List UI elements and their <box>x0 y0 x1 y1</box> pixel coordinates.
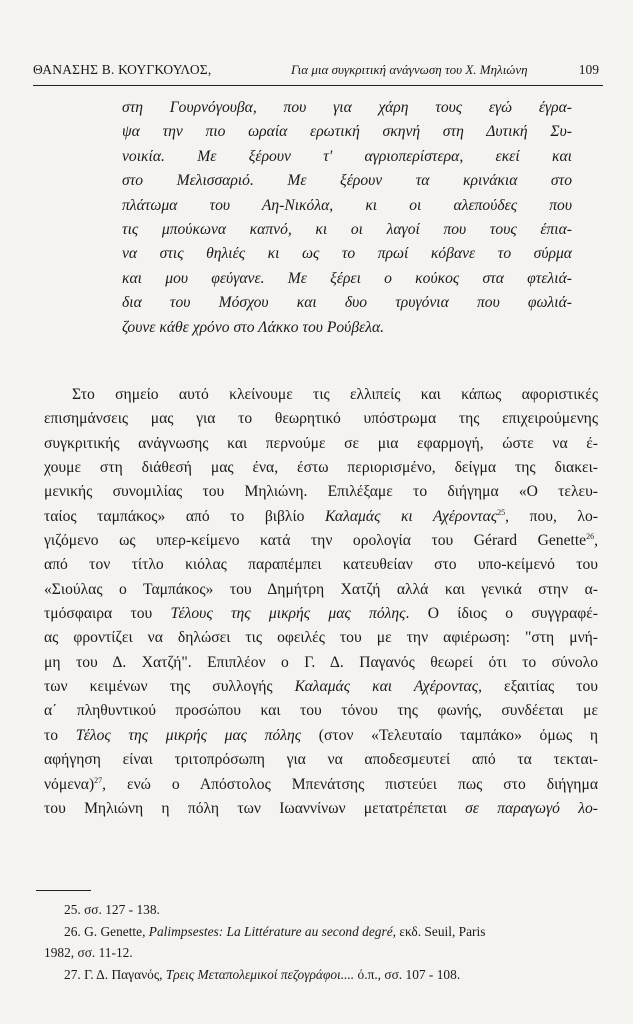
quote-line: ζουνε κάθε χρόνο στο Λάκκο του Ρούβελα. <box>122 318 385 336</box>
body-text-run: το <box>44 726 76 744</box>
body-text-run: , που, λο- <box>505 507 598 525</box>
body-line <box>44 505 598 529</box>
footnote-text: 27. Γ. Δ. Παγανός, <box>64 966 166 982</box>
footnote-divider <box>36 890 91 891</box>
quote-line: νοικία. Με ξέρουν τ' αγριοπερίστερα, εκεί και <box>122 147 572 165</box>
quote-line: πλάτωμα του Αη-Νικόλα, κι οι αλεπούδες που <box>122 196 572 214</box>
footnote-25: 25. σσ. 127 - 138. <box>64 902 160 917</box>
quote-line: να στις θηλιές κι ως το πρωί κόβανε το σύρμα <box>122 245 572 263</box>
footnote-text: ό.π., σσ. 107 - 108. <box>354 966 461 982</box>
quote-line: ψα την πιο ωραία ερωτική σκηνή στη Δυτική Συ- <box>122 123 572 141</box>
footnote-26-continued: 1982, σσ. 11-12. <box>44 945 133 961</box>
body-line <box>44 724 598 748</box>
body-text-run: του Μηλιώνη η πόλη των Ιωαννίνων μετατρέπεται <box>44 799 466 817</box>
quote-line: στο Μελισσαριό. Με ξέρουν τα κρινάκια στο <box>122 172 572 190</box>
block-quote <box>122 96 572 340</box>
body-text-run: των κειμένων της συλλογής <box>44 678 295 696</box>
body-line: μη του Δ. Χατζή". Επιπλέον ο Γ. Δ. Παγανός θεωρεί ότι το σύνολο <box>44 653 598 671</box>
body-text-run: , <box>594 532 598 550</box>
quote-line: στη Γουρνόγουβα, που για χάρη τους εγώ έγρα- <box>122 99 572 116</box>
body-line <box>44 529 598 553</box>
body-text-run: , εξαιτίας του <box>478 678 598 696</box>
body-line: α΄ πληθυντικού προσώπου και του τόνου της φωνής, συνδέεται με <box>44 702 598 720</box>
body-text-run: ταίος ταμπάκος» από το βιβλίο <box>44 507 325 525</box>
body-text-run: γιζόμενο ως υπερ-κείμενο κατά την ορολογία του Gérard Genette <box>44 532 587 550</box>
body-line: Στο σημείο αυτό κλείνουμε τις ελλιπείς και κάπως αφοριστικές <box>72 386 598 403</box>
footnote-title: Palimpsestes: La Littérature au second degré <box>148 923 393 939</box>
body-text-run: νόμενα) <box>44 775 95 793</box>
book-title: Καλαμάς και Αχέροντας <box>294 678 479 696</box>
footnote-ref-27: 27 <box>94 775 103 785</box>
book-title: Καλαμάς κι Αχέροντας <box>324 507 498 525</box>
footnote-text: , εκδ. Seuil, Paris <box>392 923 486 939</box>
body-line <box>44 797 598 821</box>
page-number: 109 <box>578 62 599 77</box>
body-text-run: . Ο ίδιος ο συγγραφέ- <box>405 605 598 623</box>
book-title: Τέλος της μικρής μας πόλης <box>75 726 302 744</box>
body-line: ας φροντίζει να δηλώσει τις οφειλές του με την αφιέρωση: "στη μνή- <box>44 629 598 647</box>
running-header <box>33 59 603 86</box>
footnote-27 <box>44 964 598 986</box>
footnote-text: 26. G. Genette, <box>64 923 149 939</box>
body-line <box>44 773 598 797</box>
body-text-run: τμόσφαιρα του <box>44 605 171 623</box>
header-author: ΘΑΝΑΣΗΣ Β. ΚΟΥΓΚΟΥΛΟΣ, <box>33 62 212 77</box>
body-text-run: , ενώ ο Απόστολος Μπενάτσης πιστεύει πως στο διήγημα <box>102 775 598 793</box>
footnotes <box>44 899 598 985</box>
footnote-ref-26: 26 <box>586 531 595 541</box>
body-line: αφήγηση είναι τριτοπρόσωπη για να αποδεσμευτεί από τα τεκται- <box>44 751 598 769</box>
body-paragraph <box>44 383 598 821</box>
footnote-26 <box>44 921 598 943</box>
quote-line: και μου φεύγανε. Με ξέρει ο κούκος στα φτελιά- <box>122 269 572 287</box>
quote-line: τις μπούκωνα καπνό, κι οι λαγοί που τους έπια- <box>122 221 572 239</box>
header-subtitle: Για μια συγκριτική ανάγνωση του Χ. Μηλιώνη <box>291 62 528 77</box>
book-title: Τέλους της μικρής μας πόλης <box>170 605 406 623</box>
body-line: χουμε στη διάθεσή μας ένα, έστω περιορισμένο, δείγμα της διακει- <box>44 459 598 477</box>
body-line: μενικής συνομιλίας του Μηλιώνη. Επιλέξαμε το διήγημα «Ο τελευ- <box>44 483 598 501</box>
quote-line: δια του Μόσχου και δυο τρυγόνια που φωλιά- <box>122 294 572 312</box>
body-line: από τον τίτλο κιόλας παραπέμπει κατευθείαν στο υπο-κείμενό του <box>44 556 598 574</box>
body-line: επισημάνσεις μας για το θεωρητικό υπόστρωμα της επιχειρούμενης <box>44 410 598 428</box>
body-line <box>44 675 598 699</box>
footnote-ref-25: 25 <box>497 507 506 517</box>
body-text-run: (στον «Τελευταίο ταμπάκο» όμως η <box>301 726 598 744</box>
footnote-title: Τρεις Μεταπολεμικοί πεζογράφοι.... <box>165 966 355 982</box>
body-line: «Σιούλας ο Ταμπάκος» του Δημήτρη Χατζή αλλά και γενικά στην α- <box>44 580 598 598</box>
emphasis-text: σε παραγωγό λο- <box>465 799 598 817</box>
body-line <box>44 602 598 626</box>
body-line: συγκριτικής ανάγνωσης και περνούμε σε μια εφαρμογή, ώστε να έ- <box>44 434 598 452</box>
